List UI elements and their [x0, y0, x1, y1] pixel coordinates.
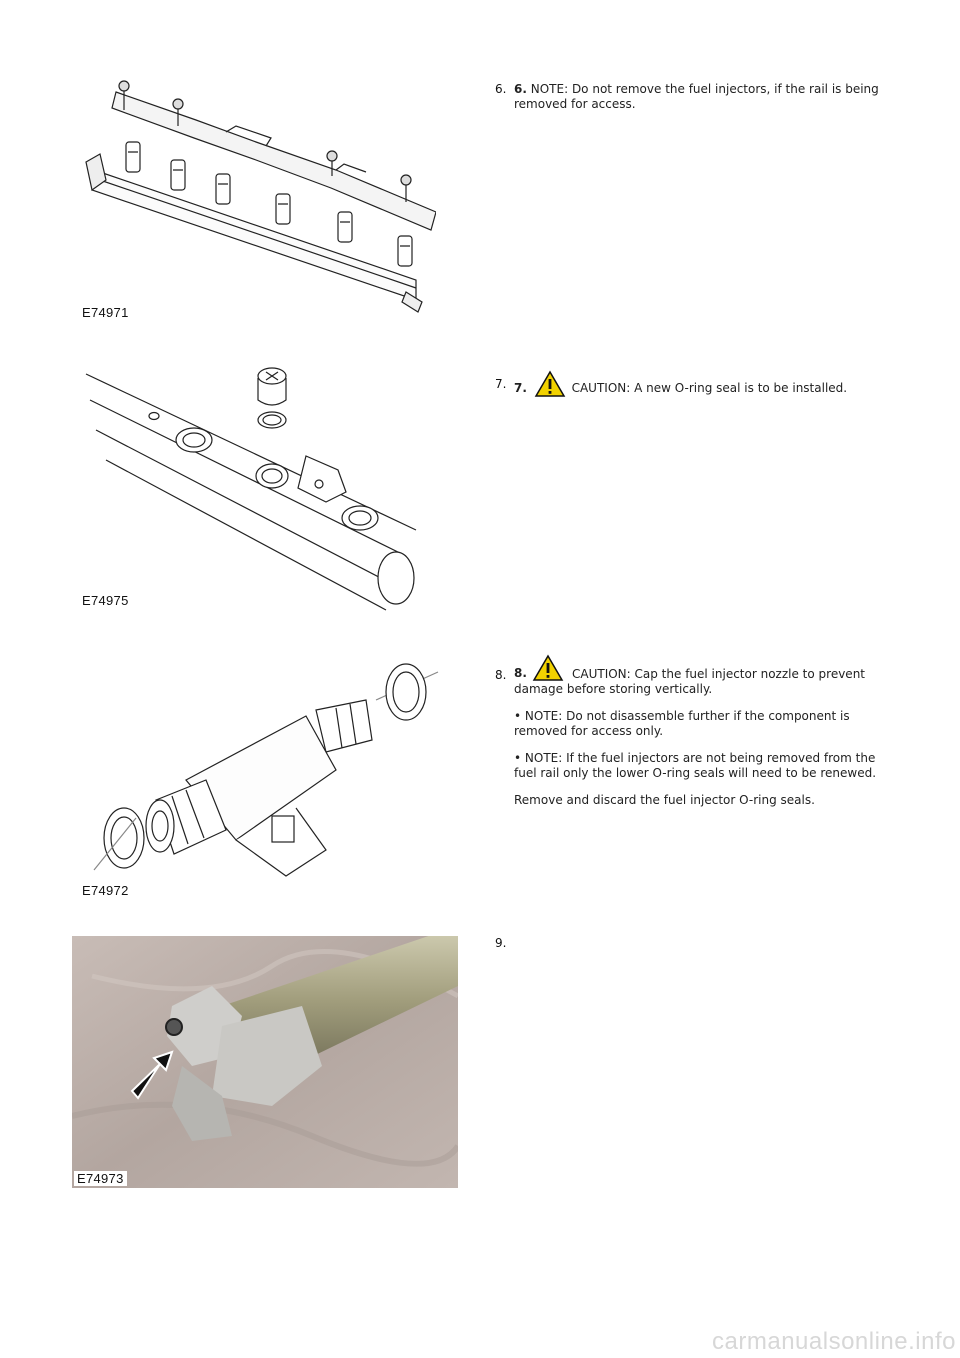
step-lead: 7. — [514, 381, 527, 395]
step-number-6: 6. — [495, 82, 507, 96]
figure-label: E74971 — [82, 305, 129, 320]
step-note-disassemble: • NOTE: Do not disassemble further if the component is removed for access only. — [514, 709, 850, 738]
figure-label: E74973 — [74, 1171, 127, 1186]
warning-triangle-icon — [534, 370, 566, 398]
step-caution: CAUTION: A new O-ring seal is to be installed. — [571, 381, 848, 395]
fuel-rail-cover-illustration — [76, 62, 436, 324]
fuel-rail-sensor-photo — [72, 936, 458, 1188]
figure-fuel-injector — [76, 640, 446, 902]
figure-label: E74975 — [82, 593, 129, 608]
step-lead: 6. — [514, 82, 527, 96]
step-8-text — [514, 654, 894, 820]
figure-fuel-rail-cover — [76, 62, 436, 324]
step-7-text — [514, 370, 894, 410]
step-caution: CAUTION: Cap the fuel injector nozzle to prevent damage before storing vertically. — [514, 667, 866, 696]
step-note: NOTE: Do not remove the fuel injectors, if the rail is being removed for access. — [514, 82, 879, 111]
photo-fuel-rail-sensor — [72, 936, 458, 1188]
website-watermark: carmanualsonline.info — [712, 1328, 956, 1355]
step-number-9: 9. — [495, 936, 507, 950]
step-note-injectors: • NOTE: If the fuel injectors are not being removed from the fuel rail only the lower O-ring seals will need to be renewed. — [514, 751, 877, 780]
step-6-text — [514, 82, 894, 124]
step-instruction: Remove and discard the fuel injector O-ring seals. — [514, 793, 815, 807]
fuel-rail-port-illustration — [76, 360, 436, 612]
step-number-7: 7. — [495, 377, 507, 391]
fuel-injector-illustration — [76, 640, 446, 902]
figure-label: E74972 — [82, 883, 129, 898]
step-number-8: 8. — [495, 668, 507, 682]
figure-fuel-rail-port — [76, 360, 436, 612]
warning-triangle-icon — [532, 654, 564, 682]
step-lead: 8. — [514, 666, 527, 680]
